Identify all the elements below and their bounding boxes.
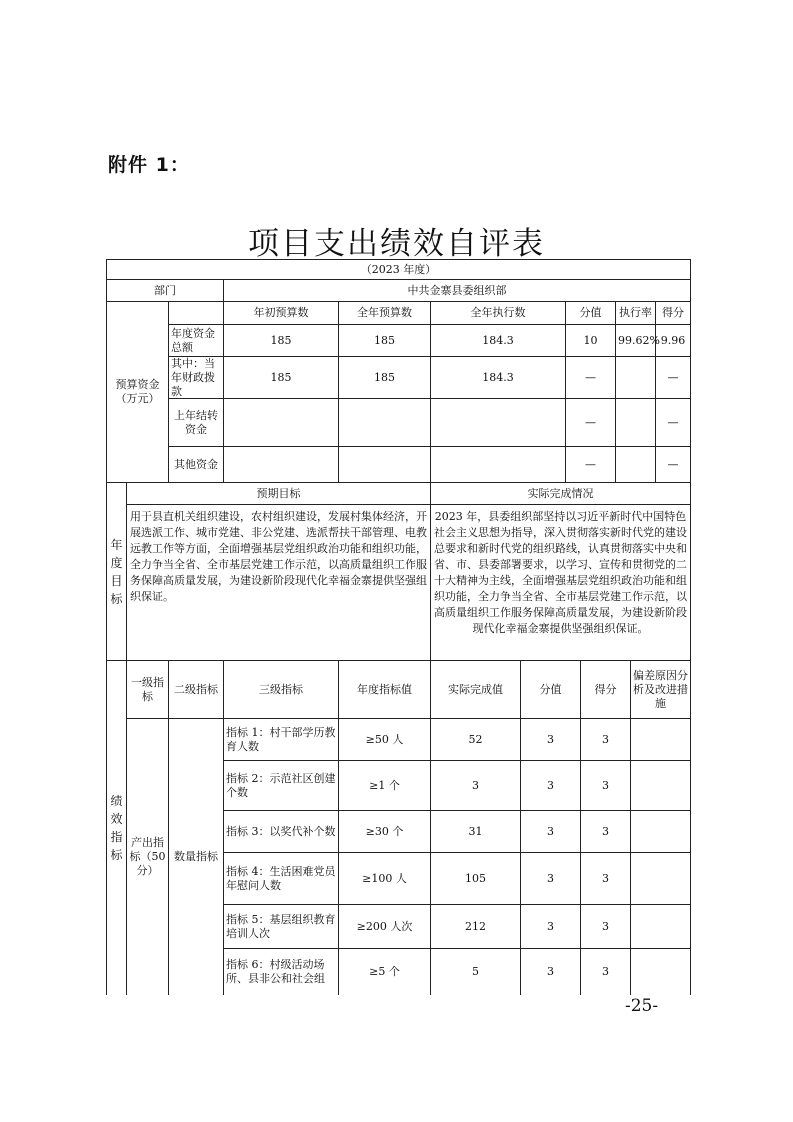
indicator-score: 3 xyxy=(581,719,631,761)
budget-executed: 184.3 xyxy=(431,357,566,399)
department-value: 中共金寨县委组织部 xyxy=(224,280,691,302)
actual-completion-text: 2023 年，县委组织部坚持以习近平新时代中国特色社会主义思想为指导，深入贯彻落实新时代党的建设总要求和新时代党的组织路线，认真贯彻落实中央和省、市、县委部署要求，以学习、宣传和贯彻党的二十大精神为主线，全面增强基层党组织政治功能和组织功能，全力争当全省、全市基层党建工作示范，以高质量组织工作服务保障高质量发展，为建设新阶段现代化幸福金寨提供坚强组织保证。 xyxy=(431,505,691,661)
year-label: （2023 年度） xyxy=(107,260,691,280)
indicator-actual-value: 52 xyxy=(431,719,521,761)
performance-section-label: 绩效指标 xyxy=(107,661,127,995)
year-row xyxy=(107,260,691,280)
budget-annual xyxy=(339,399,431,447)
performance-table xyxy=(106,259,691,995)
budget-section-label: 预算资金（万元） xyxy=(107,302,169,483)
budget-executed xyxy=(431,447,566,483)
indicator-score-weight: 3 xyxy=(521,719,581,761)
indicator-score-weight: 3 xyxy=(521,761,581,811)
header-actual-value: 实际完成值 xyxy=(431,661,521,719)
indicator-name: 指标 4：生活困难党员年慰问人数 xyxy=(224,853,339,905)
header-level2: 二级指标 xyxy=(169,661,224,719)
budget-header-row xyxy=(107,302,691,325)
budget-initial xyxy=(224,399,339,447)
goal-section-label: 年度目标 xyxy=(107,483,127,661)
header-level1: 一级指标 xyxy=(127,661,169,719)
expected-goal-text: 用于县直机关组织建设，农村组织建设，发展村集体经济，开展选派工作、城市党建、非公党建、选派帮扶干部管理、电教远教工作等方面，全面增强基层党组织政治功能和组织功能，全力争当全省、全市基层党建工作示范，以高质量组织工作服务保障高质量发展，为建设新阶段现代化幸福金寨提供坚强组织保证。 xyxy=(127,505,431,661)
indicator-actual-value: 31 xyxy=(431,811,521,853)
budget-initial: 185 xyxy=(224,357,339,399)
actual-completion-header: 实际完成情况 xyxy=(431,483,691,505)
budget-row xyxy=(107,357,691,399)
indicator-name: 指标 2：示范社区创建个数 xyxy=(224,761,339,811)
indicator-actual-value: 3 xyxy=(431,761,521,811)
indicator-score-weight: 3 xyxy=(521,949,581,995)
indicator-actual-value: 5 xyxy=(431,949,521,995)
budget-initial xyxy=(224,447,339,483)
header-level3: 三级指标 xyxy=(224,661,339,719)
indicator-annual-value: ≥5 个 xyxy=(339,949,431,995)
page-number: -25- xyxy=(625,996,659,1016)
indicator-annual-value: ≥1 个 xyxy=(339,761,431,811)
indicator-deviation xyxy=(631,811,691,853)
indicator-actual-value: 212 xyxy=(431,905,521,949)
header-score: 得分 xyxy=(656,302,691,325)
budget-execution-rate xyxy=(616,357,656,399)
goal-header-row xyxy=(107,483,691,505)
header-score-weight: 分值 xyxy=(566,302,616,325)
indicator-deviation xyxy=(631,853,691,905)
indicator-score: 3 xyxy=(581,761,631,811)
department-row xyxy=(107,280,691,302)
indicator-row xyxy=(107,719,691,761)
attachment-label: 附件 1： xyxy=(108,154,190,176)
level2-label: 数量指标 xyxy=(169,719,224,995)
budget-score: — xyxy=(656,399,691,447)
header-score-weight: 分值 xyxy=(521,661,581,719)
budget-annual: 185 xyxy=(339,325,431,357)
budget-score: — xyxy=(656,357,691,399)
budget-score: 9.96 xyxy=(656,325,691,357)
indicator-annual-value: ≥100 人 xyxy=(339,853,431,905)
department-label: 部门 xyxy=(107,280,224,302)
level1-label: 产出指标（50 分） xyxy=(127,719,169,995)
indicator-actual-value: 105 xyxy=(431,853,521,905)
expected-goal-header: 预期目标 xyxy=(127,483,431,505)
budget-score: — xyxy=(656,447,691,483)
budget-executed xyxy=(431,399,566,447)
budget-annual xyxy=(339,447,431,483)
header-annual-value: 年度指标值 xyxy=(339,661,431,719)
header-deviation: 偏差原因分析及改进措施 xyxy=(631,661,691,719)
budget-score-weight: — xyxy=(566,357,616,399)
budget-score-weight: — xyxy=(566,447,616,483)
budget-row xyxy=(107,325,691,357)
indicator-name: 指标 6：村级活动场所、县非公和社会组 xyxy=(224,949,339,995)
indicator-score: 3 xyxy=(581,853,631,905)
indicator-annual-value: ≥200 人次 xyxy=(339,905,431,949)
indicator-score: 3 xyxy=(581,949,631,995)
budget-initial: 185 xyxy=(224,325,339,357)
budget-score-weight: — xyxy=(566,399,616,447)
budget-annual: 185 xyxy=(339,357,431,399)
header-score: 得分 xyxy=(581,661,631,719)
indicator-name: 指标 5：基层组织教育培训人次 xyxy=(224,905,339,949)
budget-row xyxy=(107,399,691,447)
budget-row-label: 其他资金 xyxy=(169,447,224,483)
header-executed: 全年执行数 xyxy=(431,302,566,325)
header-annual-budget: 全年预算数 xyxy=(339,302,431,325)
budget-execution-rate xyxy=(616,447,656,483)
indicator-name: 指标 3：以奖代补个数 xyxy=(224,811,339,853)
indicator-annual-value: ≥50 人 xyxy=(339,719,431,761)
indicator-score-weight: 3 xyxy=(521,853,581,905)
budget-score-weight: 10 xyxy=(566,325,616,357)
indicator-annual-value: ≥30 个 xyxy=(339,811,431,853)
indicator-score: 3 xyxy=(581,905,631,949)
budget-execution-rate xyxy=(616,399,656,447)
indicator-score-weight: 3 xyxy=(521,905,581,949)
budget-execution-rate: 99.62% xyxy=(616,325,656,357)
indicator-deviation xyxy=(631,719,691,761)
header-execution-rate: 执行率 xyxy=(616,302,656,325)
indicator-deviation xyxy=(631,761,691,811)
indicator-deviation xyxy=(631,949,691,995)
goal-text-row xyxy=(107,505,691,661)
performance-header-row xyxy=(107,661,691,719)
budget-row xyxy=(107,447,691,483)
indicator-score-weight: 3 xyxy=(521,811,581,853)
budget-row-label: 上年结转资金 xyxy=(169,399,224,447)
budget-executed: 184.3 xyxy=(431,325,566,357)
page-title: 项目支出绩效自评表 xyxy=(248,226,545,262)
indicator-deviation xyxy=(631,905,691,949)
indicator-score: 3 xyxy=(581,811,631,853)
indicator-name: 指标 1：村干部学历教育人数 xyxy=(224,719,339,761)
budget-row-label: 其中：当年财政拨款 xyxy=(169,357,224,399)
budget-row-label: 年度资金总额 xyxy=(169,325,224,357)
header-initial-budget: 年初预算数 xyxy=(224,302,339,325)
